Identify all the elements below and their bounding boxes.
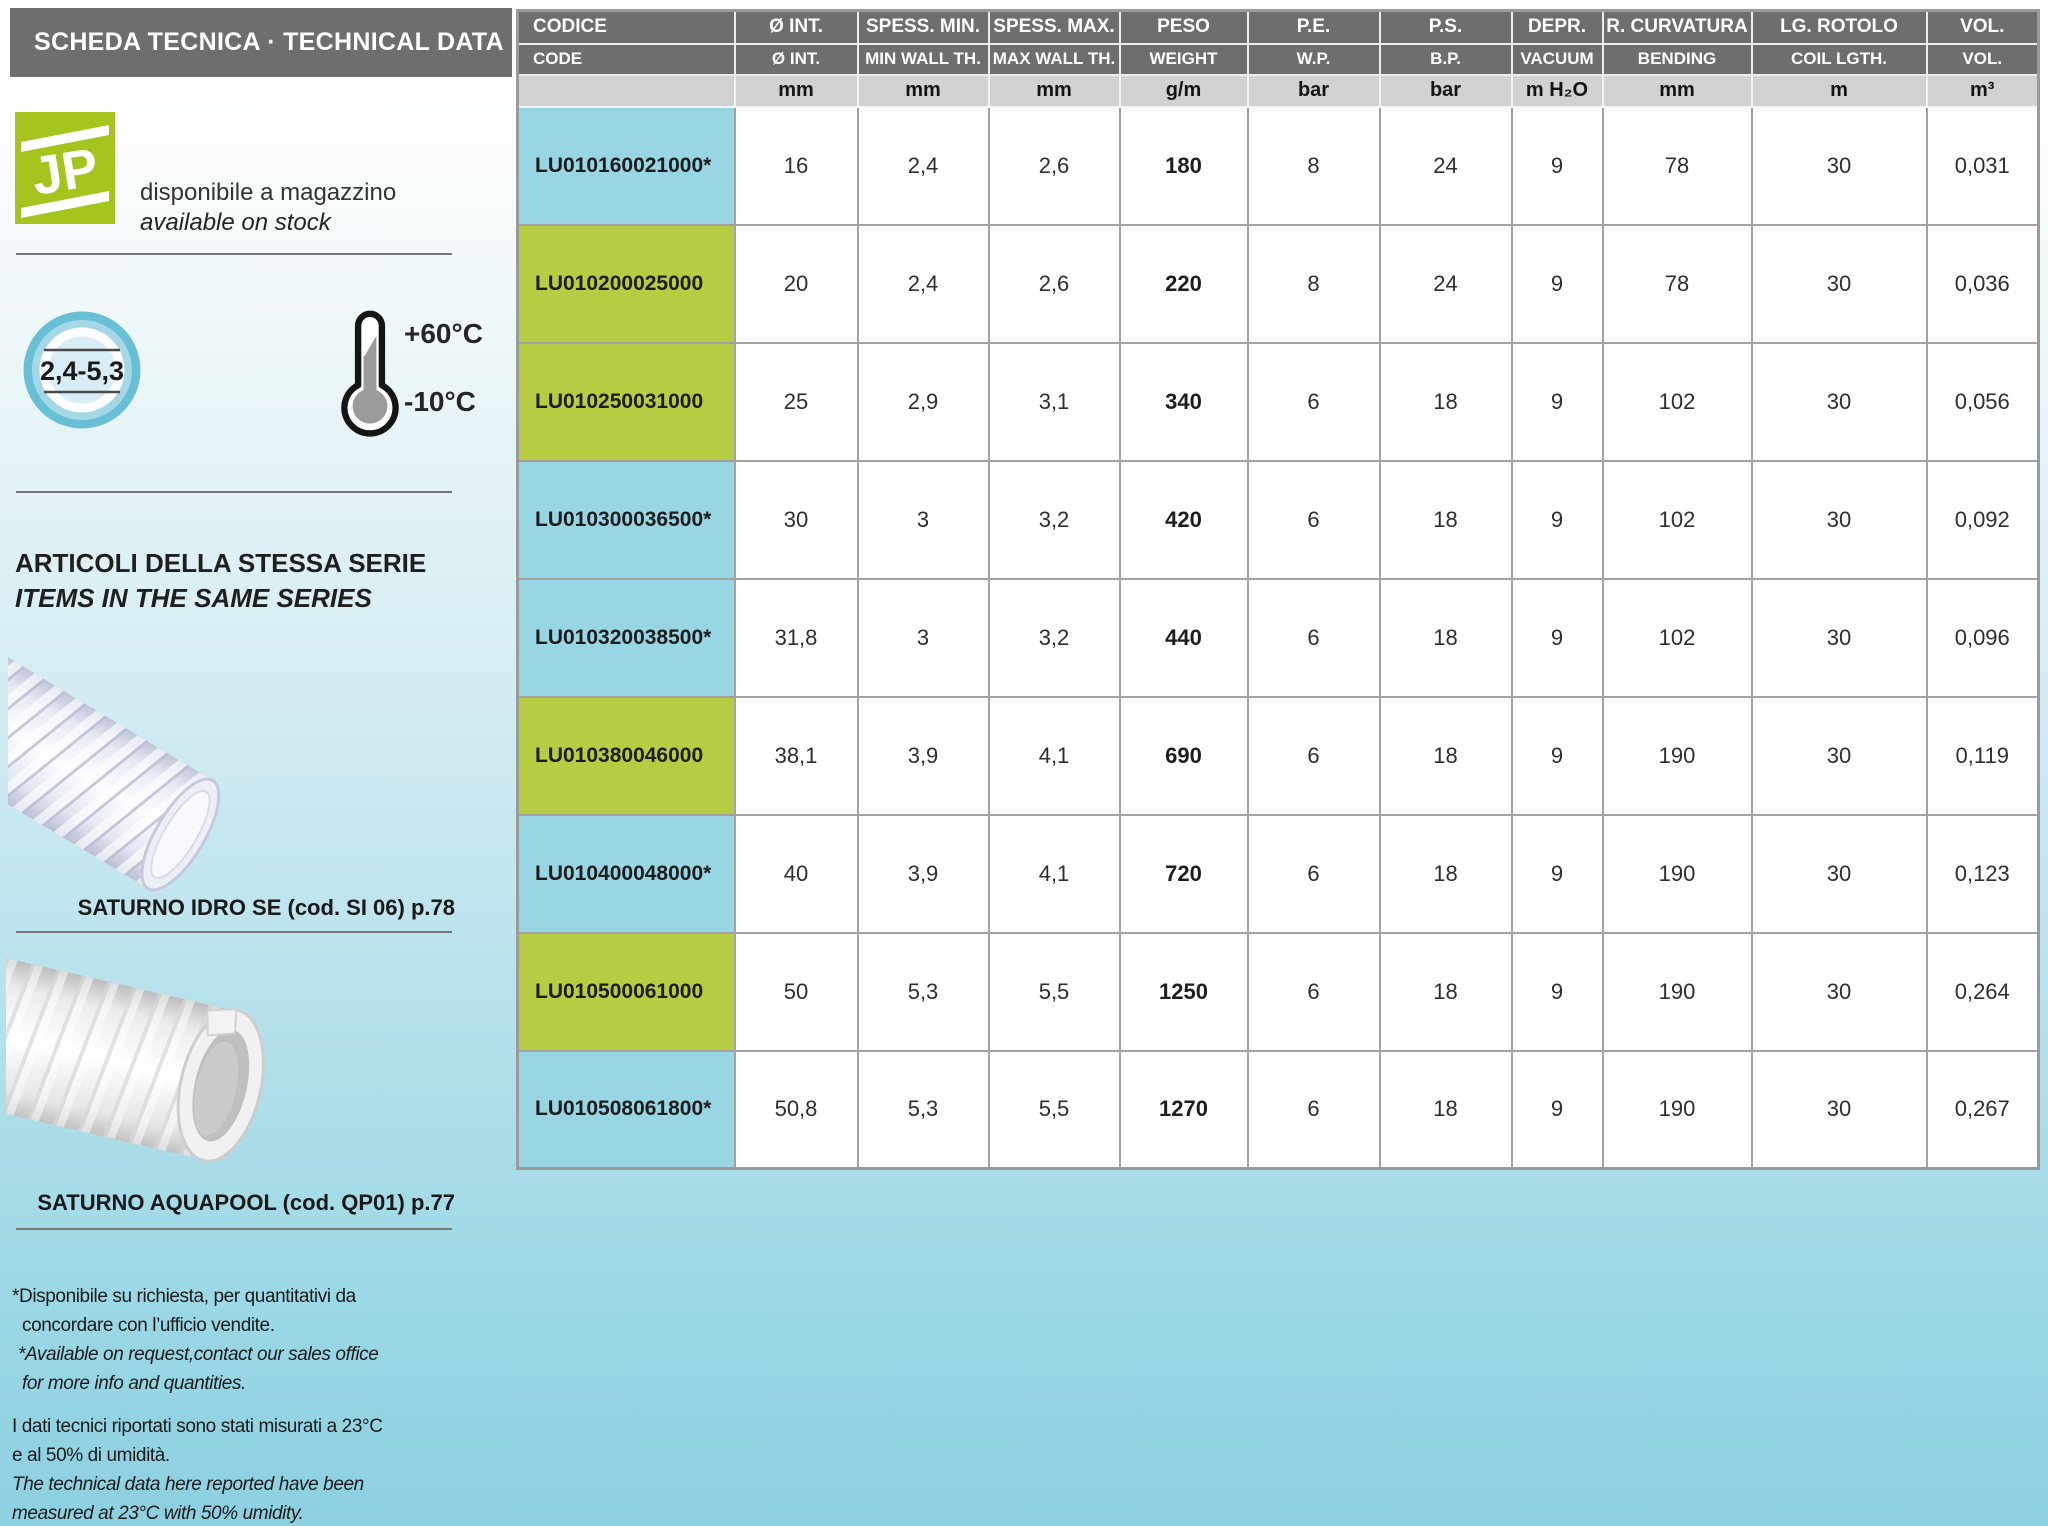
value-cell: 9 xyxy=(1512,343,1603,461)
value-cell: 440 xyxy=(1120,579,1248,697)
value-cell: 6 xyxy=(1248,343,1380,461)
value-cell: 0,036 xyxy=(1927,225,2039,343)
unit-cell-4: g/m xyxy=(1120,75,1248,107)
value-cell: 9 xyxy=(1512,225,1603,343)
column-header-en-6: B.P. xyxy=(1380,44,1512,75)
value-cell: 25 xyxy=(735,343,858,461)
value-cell: 0,056 xyxy=(1927,343,2039,461)
value-cell: 5,3 xyxy=(858,1051,989,1169)
value-cell: 24 xyxy=(1380,107,1512,225)
footnote-measurement xyxy=(12,1412,472,1526)
product-caption-saturno-aquapool: SATURNO AQUAPOOL (cod. QP01) p.77 xyxy=(37,1190,455,1215)
value-cell: 690 xyxy=(1120,697,1248,815)
value-cell: 24 xyxy=(1380,225,1512,343)
column-header-en-8: BENDING xyxy=(1603,44,1752,75)
value-cell: 220 xyxy=(1120,225,1248,343)
unit-cell-2: mm xyxy=(858,75,989,107)
stock-availability-note xyxy=(140,178,396,238)
product-code-cell: LU010320038500* xyxy=(518,579,735,697)
value-cell: 1250 xyxy=(1120,933,1248,1051)
value-cell: 30 xyxy=(1752,579,1927,697)
value-cell: 9 xyxy=(1512,579,1603,697)
table-row xyxy=(518,225,2039,343)
footnote-availability-en-line2: for more info and quantities. xyxy=(22,1373,246,1394)
value-cell: 78 xyxy=(1603,107,1752,225)
stock-note-it: disponibile a magazzino xyxy=(140,179,397,206)
value-cell: 180 xyxy=(1120,107,1248,225)
value-cell: 0,119 xyxy=(1927,697,2039,815)
value-cell: 4,1 xyxy=(989,815,1120,933)
value-cell: 3,2 xyxy=(989,579,1120,697)
technical-data-table xyxy=(516,9,2040,1170)
value-cell: 5,5 xyxy=(989,1051,1120,1169)
jp-logo-text: JP xyxy=(27,137,103,207)
column-header-it-10: VOL. xyxy=(1927,11,2039,44)
value-cell: 6 xyxy=(1248,815,1380,933)
value-cell: 6 xyxy=(1248,579,1380,697)
value-cell: 30 xyxy=(1752,815,1927,933)
value-cell: 18 xyxy=(1380,343,1512,461)
section-divider xyxy=(16,931,452,933)
value-cell: 9 xyxy=(1512,697,1603,815)
value-cell: 102 xyxy=(1603,461,1752,579)
value-cell: 0,092 xyxy=(1927,461,2039,579)
value-cell: 40 xyxy=(735,815,858,933)
column-header-en-3: MAX WALL TH. xyxy=(989,44,1120,75)
footnote-measurement-it-line2: e al 50% di umidità. xyxy=(12,1445,170,1466)
value-cell: 190 xyxy=(1603,1051,1752,1169)
unit-cell-code xyxy=(518,75,735,107)
value-cell: 8 xyxy=(1248,225,1380,343)
column-header-en-10: VOL. xyxy=(1927,44,2039,75)
page-title: SCHEDA TECNICA · TECHNICAL DATA xyxy=(10,8,512,77)
column-header-en-4: WEIGHT xyxy=(1120,44,1248,75)
value-cell: 2,6 xyxy=(989,225,1120,343)
same-series-heading-en: ITEMS IN THE SAME SERIES xyxy=(15,583,372,613)
table-row xyxy=(518,343,2039,461)
table-row xyxy=(518,933,2039,1051)
footnote-availability-en-line1: *Available on request,contact our sales office xyxy=(18,1344,379,1365)
value-cell: 18 xyxy=(1380,933,1512,1051)
value-cell: 8 xyxy=(1248,107,1380,225)
value-cell: 3,9 xyxy=(858,697,989,815)
value-cell: 50 xyxy=(735,933,858,1051)
column-header-en-code: CODE xyxy=(518,44,735,75)
value-cell: 18 xyxy=(1380,697,1512,815)
value-cell: 30 xyxy=(1752,697,1927,815)
product-code-cell: LU010200025000 xyxy=(518,225,735,343)
value-cell: 0,031 xyxy=(1927,107,2039,225)
jp-stock-logo-icon xyxy=(15,112,115,224)
value-cell: 102 xyxy=(1603,343,1752,461)
value-cell: 0,123 xyxy=(1927,815,2039,933)
table-row xyxy=(518,107,2039,225)
column-header-en-5: W.P. xyxy=(1248,44,1380,75)
column-header-en-2: MIN WALL TH. xyxy=(858,44,989,75)
value-cell: 2,4 xyxy=(858,107,989,225)
value-cell: 2,4 xyxy=(858,225,989,343)
same-series-heading-it: ARTICOLI DELLA STESSA SERIE xyxy=(15,548,427,578)
unit-cell-7: m H₂O xyxy=(1512,75,1603,107)
product-code-cell: LU010250031000 xyxy=(518,343,735,461)
value-cell: 38,1 xyxy=(735,697,858,815)
table-head xyxy=(518,11,2039,107)
value-cell: 6 xyxy=(1248,933,1380,1051)
unit-cell-8: mm xyxy=(1603,75,1752,107)
value-cell: 190 xyxy=(1603,933,1752,1051)
value-cell: 420 xyxy=(1120,461,1248,579)
value-cell: 9 xyxy=(1512,815,1603,933)
table-row xyxy=(518,579,2039,697)
value-cell: 0,096 xyxy=(1927,579,2039,697)
value-cell: 30 xyxy=(1752,107,1927,225)
thermometer-bulb xyxy=(353,389,388,424)
value-cell: 3,1 xyxy=(989,343,1120,461)
product-code-cell: LU010400048000* xyxy=(518,815,735,933)
column-header-it-2: SPESS. MIN. xyxy=(858,11,989,44)
value-cell: 0,267 xyxy=(1927,1051,2039,1169)
section-divider xyxy=(16,253,452,255)
table-row xyxy=(518,697,2039,815)
value-cell: 3,9 xyxy=(858,815,989,933)
value-cell: 4,1 xyxy=(989,697,1120,815)
table-row xyxy=(518,815,2039,933)
value-cell: 9 xyxy=(1512,461,1603,579)
column-header-it-code: CODICE xyxy=(518,11,735,44)
value-cell: 18 xyxy=(1380,815,1512,933)
wall-thickness-value: 2,4-5,3 xyxy=(39,356,125,386)
value-cell: 16 xyxy=(735,107,858,225)
table-body xyxy=(518,107,2039,1169)
value-cell: 9 xyxy=(1512,933,1603,1051)
temp-max-label: +60°C xyxy=(404,318,483,349)
footnote-measurement-en-line1: The technical data here reported have been xyxy=(12,1474,364,1495)
value-cell: 3 xyxy=(858,579,989,697)
value-cell: 190 xyxy=(1603,815,1752,933)
footnote-measurement-it-line1: I dati tecnici riportati sono stati misurati a 23°C xyxy=(12,1416,383,1437)
unit-cell-1: mm xyxy=(735,75,858,107)
value-cell: 9 xyxy=(1512,107,1603,225)
footnote-availability-it-line1: *Disponibile su richiesta, per quantitativi da xyxy=(12,1286,356,1307)
stock-note-en: available on stock xyxy=(140,209,331,236)
wall-thickness-badge-icon xyxy=(20,308,144,432)
value-cell: 0,264 xyxy=(1927,933,2039,1051)
product-image-saturno-aquapool xyxy=(6,940,336,1175)
table-row xyxy=(518,461,2039,579)
same-series-heading xyxy=(15,546,426,616)
value-cell: 6 xyxy=(1248,1051,1380,1169)
footnotes xyxy=(12,1282,472,1526)
product-code-cell: LU010300036500* xyxy=(518,461,735,579)
unit-cell-9: m xyxy=(1752,75,1927,107)
temp-min-label: -10°C xyxy=(404,386,476,417)
section-divider xyxy=(16,1228,452,1230)
footnote-availability-it-line2: concordare con l’ufficio vendite. xyxy=(22,1315,275,1336)
product-image-saturno-idro-se xyxy=(8,633,258,898)
value-cell: 30 xyxy=(1752,461,1927,579)
value-cell: 5,5 xyxy=(989,933,1120,1051)
value-cell: 30 xyxy=(1752,1051,1927,1169)
unit-cell-5: bar xyxy=(1248,75,1380,107)
value-cell: 18 xyxy=(1380,1051,1512,1169)
table-row xyxy=(518,1051,2039,1169)
column-header-it-9: LG. ROTOLO xyxy=(1752,11,1927,44)
value-cell: 190 xyxy=(1603,697,1752,815)
column-header-en-1: Ø INT. xyxy=(735,44,858,75)
column-header-it-6: P.S. xyxy=(1380,11,1512,44)
value-cell: 20 xyxy=(735,225,858,343)
value-cell: 6 xyxy=(1248,697,1380,815)
value-cell: 50,8 xyxy=(735,1051,858,1169)
value-cell: 9 xyxy=(1512,1051,1603,1169)
footnote-availability xyxy=(12,1282,472,1398)
unit-cell-3: mm xyxy=(989,75,1120,107)
value-cell: 1270 xyxy=(1120,1051,1248,1169)
value-cell: 3 xyxy=(858,461,989,579)
value-cell: 30 xyxy=(1752,343,1927,461)
column-header-it-8: R. CURVATURA xyxy=(1603,11,1752,44)
unit-cell-6: bar xyxy=(1380,75,1512,107)
value-cell: 340 xyxy=(1120,343,1248,461)
value-cell: 3,2 xyxy=(989,461,1120,579)
value-cell: 2,9 xyxy=(858,343,989,461)
column-header-it-1: Ø INT. xyxy=(735,11,858,44)
product-code-cell: LU010508061800* xyxy=(518,1051,735,1169)
column-header-it-4: PESO xyxy=(1120,11,1248,44)
value-cell: 78 xyxy=(1603,225,1752,343)
value-cell: 18 xyxy=(1380,461,1512,579)
value-cell: 2,6 xyxy=(989,107,1120,225)
column-header-en-9: COIL LGTH. xyxy=(1752,44,1927,75)
value-cell: 30 xyxy=(1752,225,1927,343)
value-cell: 720 xyxy=(1120,815,1248,933)
value-cell: 18 xyxy=(1380,579,1512,697)
column-header-it-3: SPESS. MAX. xyxy=(989,11,1120,44)
product-code-cell: LU010160021000* xyxy=(518,107,735,225)
footnote-measurement-en-line2: measured at 23°C with 50% umidity. xyxy=(12,1503,304,1524)
value-cell: 102 xyxy=(1603,579,1752,697)
thermometer-icon xyxy=(338,300,402,442)
value-cell: 6 xyxy=(1248,461,1380,579)
section-divider xyxy=(16,491,452,493)
product-code-cell: LU010380046000 xyxy=(518,697,735,815)
value-cell: 30 xyxy=(735,461,858,579)
value-cell: 31,8 xyxy=(735,579,858,697)
product-code-cell: LU010500061000 xyxy=(518,933,735,1051)
unit-cell-10: m³ xyxy=(1927,75,2039,107)
value-cell: 5,3 xyxy=(858,933,989,1051)
column-header-it-5: P.E. xyxy=(1248,11,1380,44)
value-cell: 30 xyxy=(1752,933,1927,1051)
column-header-en-7: VACUUM xyxy=(1512,44,1603,75)
product-caption-saturno-idro-se: SATURNO IDRO SE (cod. SI 06) p.78 xyxy=(77,895,455,920)
column-header-it-7: DEPR. xyxy=(1512,11,1603,44)
